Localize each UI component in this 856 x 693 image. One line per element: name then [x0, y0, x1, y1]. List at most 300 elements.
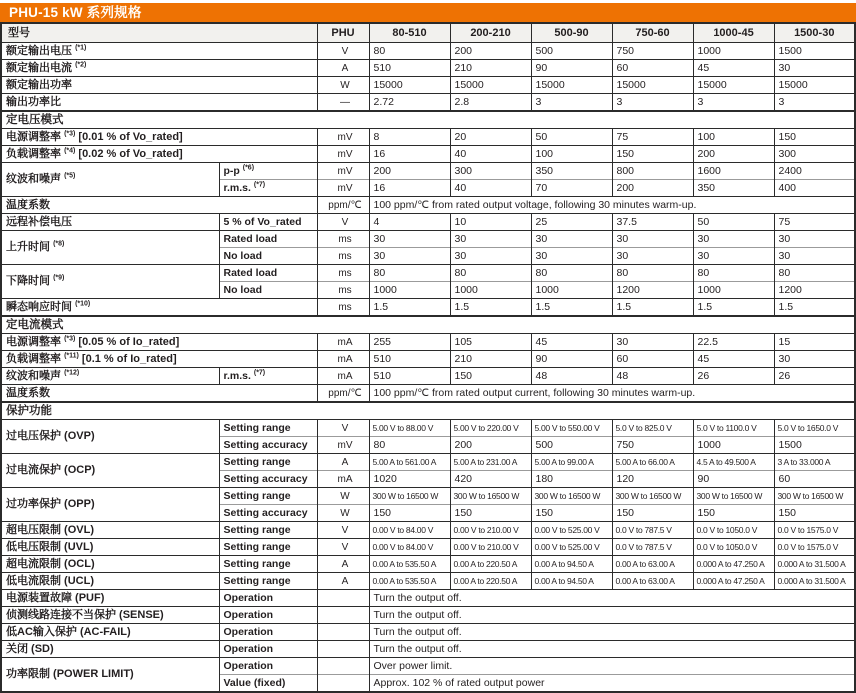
value-cell: 75: [774, 214, 855, 231]
row-label: 上升时间 $^{(*8)}$: [1, 231, 219, 265]
value-cell: 210: [450, 351, 531, 368]
spec-row: [1, 129, 855, 146]
unit-cell: V: [317, 539, 369, 556]
value-cell: 3: [774, 94, 855, 112]
spec-row: [1, 607, 855, 624]
value-cell: 45: [531, 334, 612, 351]
value-cell: 150: [450, 505, 531, 522]
value-cell: 750: [612, 43, 693, 60]
spec-row: [1, 488, 855, 505]
value-cell: 800: [612, 163, 693, 180]
row-sublabel: Setting range: [219, 556, 317, 573]
value-cell: 30: [693, 231, 774, 248]
value-cell-span: Turn the output off.: [369, 641, 855, 658]
column-header-model: 500-90: [531, 23, 612, 43]
value-cell: 500: [531, 437, 612, 454]
row-sublabel: No load: [219, 282, 317, 299]
value-cell: 1.5: [612, 299, 693, 317]
value-cell: 26: [693, 368, 774, 385]
spec-row: [1, 146, 855, 163]
value-cell: 40: [450, 146, 531, 163]
value-cell: 500: [531, 43, 612, 60]
unit-cell: ppm/℃: [317, 197, 369, 214]
spec-row: [1, 624, 855, 641]
value-cell: 30: [612, 231, 693, 248]
section-row: [1, 316, 855, 334]
spec-row: [1, 163, 855, 180]
unit-cell: V: [317, 522, 369, 539]
unit-cell: [317, 641, 369, 658]
value-cell: 150: [612, 505, 693, 522]
section-header: 定电流模式: [1, 316, 855, 334]
value-cell: 0.00 V to 210.00 V: [450, 539, 531, 556]
value-cell: 750: [612, 437, 693, 454]
page-title: PHU-15 kW 系列规格: [0, 3, 856, 22]
value-cell: 0.000 A to 31.500 A: [774, 573, 855, 590]
column-header-model: 200-210: [450, 23, 531, 43]
value-cell: 90: [531, 351, 612, 368]
value-cell: 16: [369, 146, 450, 163]
value-cell: 50: [531, 129, 612, 146]
value-cell: 1.5: [450, 299, 531, 317]
value-cell: 5.0 V to 825.0 V: [612, 420, 693, 437]
spec-row: [1, 60, 855, 77]
value-cell: 80: [693, 265, 774, 282]
value-cell: 150: [774, 129, 855, 146]
unit-cell: mA: [317, 351, 369, 368]
value-cell: 0.00 A to 535.50 A: [369, 573, 450, 590]
value-cell: 45: [693, 351, 774, 368]
section-row: [1, 402, 855, 420]
unit-cell: mV: [317, 437, 369, 454]
value-cell: 50: [693, 214, 774, 231]
unit-cell: mV: [317, 146, 369, 163]
value-cell: 200: [450, 437, 531, 454]
header-row: [1, 23, 855, 43]
value-cell: 4.5 A to 49.500 A: [693, 454, 774, 471]
value-cell: 80: [531, 265, 612, 282]
value-cell: 3: [531, 94, 612, 112]
row-label: 温度系数: [1, 385, 317, 403]
value-cell: 210: [450, 60, 531, 77]
value-cell-span: Turn the output off.: [369, 607, 855, 624]
value-cell: 200: [612, 180, 693, 197]
unit-cell: mV: [317, 129, 369, 146]
value-cell: 90: [693, 471, 774, 488]
row-label: 远程补偿电压: [1, 214, 219, 231]
value-cell: 0.0 V to 1050.0 V: [693, 522, 774, 539]
value-cell: 2.72: [369, 94, 450, 112]
row-sublabel: p-p $^{(*6)}$: [219, 163, 317, 180]
spec-row: [1, 43, 855, 60]
row-label: 侦测线路连接不当保护 (SENSE): [1, 607, 219, 624]
value-cell: 0.00 A to 220.50 A: [450, 573, 531, 590]
value-cell: 80: [450, 265, 531, 282]
section-header: 保护功能: [1, 402, 855, 420]
value-cell: 1000: [531, 282, 612, 299]
value-cell: 1500: [774, 43, 855, 60]
value-cell: 1000: [693, 43, 774, 60]
value-cell: 0.00 V to 525.00 V: [531, 539, 612, 556]
value-cell: 200: [450, 43, 531, 60]
unit-cell: A: [317, 556, 369, 573]
row-label: 超电压限制 (OVL): [1, 522, 219, 539]
value-cell: 5.00 V to 550.00 V: [531, 420, 612, 437]
value-cell: 80: [612, 265, 693, 282]
value-cell: 80: [369, 437, 450, 454]
value-cell: 10: [450, 214, 531, 231]
row-label: 额定输出电流 $^{(*2)}$: [1, 60, 317, 77]
value-cell: 60: [612, 351, 693, 368]
spec-row: [1, 658, 855, 675]
unit-cell: V: [317, 420, 369, 437]
value-cell: 48: [531, 368, 612, 385]
value-cell: 150: [693, 505, 774, 522]
value-cell: 22.5: [693, 334, 774, 351]
value-cell: 30: [369, 248, 450, 265]
unit-cell: [317, 658, 369, 675]
spec-row: [1, 573, 855, 590]
row-sublabel: Setting range: [219, 539, 317, 556]
spec-row: [1, 351, 855, 368]
spec-table-head: [1, 23, 855, 43]
value-cell: 255: [369, 334, 450, 351]
spec-row: [1, 299, 855, 317]
row-label: 超电流限制 (OCL): [1, 556, 219, 573]
value-cell: 300: [450, 163, 531, 180]
value-cell: 30: [774, 231, 855, 248]
unit-cell: [317, 607, 369, 624]
section-header: 定电压模式: [1, 111, 855, 129]
value-cell: 80: [774, 265, 855, 282]
value-cell: 0.00 A to 63.00 A: [612, 556, 693, 573]
spec-row: [1, 641, 855, 658]
value-cell: 0.000 A to 31.500 A: [774, 556, 855, 573]
value-cell: 510: [369, 60, 450, 77]
value-cell: 300 W to 16500 W: [693, 488, 774, 505]
value-cell: 300 W to 16500 W: [774, 488, 855, 505]
value-cell: 45: [693, 60, 774, 77]
value-cell: 25: [531, 214, 612, 231]
unit-cell: ppm/℃: [317, 385, 369, 403]
value-cell: 0.00 A to 63.00 A: [612, 573, 693, 590]
value-cell: 5.00 A to 231.00 A: [450, 454, 531, 471]
value-cell: 16: [369, 180, 450, 197]
spec-row: [1, 539, 855, 556]
value-cell: 1500: [774, 437, 855, 454]
unit-cell: [317, 590, 369, 607]
column-header-model: 750-60: [612, 23, 693, 43]
value-cell: 0.00 A to 535.50 A: [369, 556, 450, 573]
value-cell: 120: [612, 471, 693, 488]
value-cell: 26: [774, 368, 855, 385]
unit-cell: ms: [317, 248, 369, 265]
value-cell: 0.000 A to 47.250 A: [693, 573, 774, 590]
unit-cell: [317, 675, 369, 693]
spec-row: [1, 522, 855, 539]
row-label: 额定输出功率: [1, 77, 317, 94]
row-sublabel: Setting accuracy: [219, 471, 317, 488]
row-label: 关闭 (SD): [1, 641, 219, 658]
value-cell: 30: [612, 248, 693, 265]
value-cell: 0.00 V to 84.00 V: [369, 539, 450, 556]
value-cell: 1.5: [693, 299, 774, 317]
value-cell: 0.00 A to 94.50 A: [531, 573, 612, 590]
unit-cell: V: [317, 43, 369, 60]
spec-row: [1, 214, 855, 231]
row-sublabel: No load: [219, 248, 317, 265]
row-sublabel: r.m.s. $^{(*7)}$: [219, 180, 317, 197]
value-cell: 5.00 A to 561.00 A: [369, 454, 450, 471]
value-cell: 5.00 V to 88.00 V: [369, 420, 450, 437]
value-cell: 2400: [774, 163, 855, 180]
unit-cell: A: [317, 573, 369, 590]
row-sublabel: Setting range: [219, 420, 317, 437]
value-cell: 300 W to 16500 W: [531, 488, 612, 505]
value-cell: 1200: [612, 282, 693, 299]
value-cell: 30: [774, 248, 855, 265]
row-label: 输出功率比: [1, 94, 317, 112]
value-cell: 30: [531, 248, 612, 265]
value-cell-span: Over power limit.: [369, 658, 855, 675]
value-cell: 100: [693, 129, 774, 146]
value-cell: 0.00 V to 525.00 V: [531, 522, 612, 539]
spec-row: [1, 556, 855, 573]
row-sublabel: Setting range: [219, 488, 317, 505]
spec-row: [1, 231, 855, 248]
value-cell: 30: [612, 334, 693, 351]
value-cell: 350: [693, 180, 774, 197]
unit-cell: mV: [317, 163, 369, 180]
spec-row: [1, 368, 855, 385]
value-cell: 0.00 A to 220.50 A: [450, 556, 531, 573]
row-label: 功率限制 (POWER LIMIT): [1, 658, 219, 693]
spec-row: [1, 454, 855, 471]
row-sublabel: Rated load: [219, 231, 317, 248]
value-cell: 5.00 V to 220.00 V: [450, 420, 531, 437]
row-sublabel: Setting accuracy: [219, 505, 317, 522]
row-sublabel: Value (fixed): [219, 675, 317, 693]
unit-cell: ms: [317, 299, 369, 317]
column-header-model: 80-510: [369, 23, 450, 43]
value-cell: 1000: [693, 282, 774, 299]
row-label: 温度系数: [1, 197, 317, 214]
row-label: 低AC输入保护 (AC-FAIL): [1, 624, 219, 641]
value-cell: 300 W to 16500 W: [612, 488, 693, 505]
row-sublabel: Operation: [219, 607, 317, 624]
value-cell: 420: [450, 471, 531, 488]
value-cell-span: 100 ppm/℃ from rated output voltage, following 30 minutes warm-up.: [369, 197, 855, 214]
value-cell: 40: [450, 180, 531, 197]
column-header-model: 1500-30: [774, 23, 855, 43]
row-label: 电源调整率 $^{(*3)}$ [0.05 % of Io_rated]: [1, 334, 317, 351]
value-cell: 0.0 V to 1575.0 V: [774, 522, 855, 539]
row-label: 下降时间 $^{(*9)}$: [1, 265, 219, 299]
row-label: 电源装置故障 (PUF): [1, 590, 219, 607]
row-sublabel: Operation: [219, 590, 317, 607]
row-sublabel: Operation: [219, 641, 317, 658]
value-cell: 1000: [369, 282, 450, 299]
value-cell: 15000: [612, 77, 693, 94]
value-cell: 0.0 V to 787.5 V: [612, 522, 693, 539]
spec-table-body: [1, 43, 855, 693]
spec-row: [1, 385, 855, 403]
value-cell: 1.5: [774, 299, 855, 317]
value-cell: 400: [774, 180, 855, 197]
value-cell: 8: [369, 129, 450, 146]
value-cell: 1.5: [369, 299, 450, 317]
value-cell-span: Turn the output off.: [369, 590, 855, 607]
row-label: 电源调整率 $^{(*3)}$ [0.01 % of Vo_rated]: [1, 129, 317, 146]
value-cell: 2.8: [450, 94, 531, 112]
value-cell: 30: [369, 231, 450, 248]
value-cell: 1200: [774, 282, 855, 299]
value-cell: 60: [612, 60, 693, 77]
unit-cell: ms: [317, 231, 369, 248]
value-cell: 15000: [693, 77, 774, 94]
value-cell: 5.0 V to 1100.0 V: [693, 420, 774, 437]
value-cell: 80: [369, 265, 450, 282]
spec-row: [1, 334, 855, 351]
unit-cell: mV: [317, 180, 369, 197]
unit-cell: mA: [317, 334, 369, 351]
row-sublabel: Rated load: [219, 265, 317, 282]
value-cell: 80: [369, 43, 450, 60]
value-cell-span: 100 ppm/℃ from rated output current, following 30 minutes warm-up.: [369, 385, 855, 403]
value-cell: 0.0 V to 787.5 V: [612, 539, 693, 556]
value-cell: 15: [774, 334, 855, 351]
spec-row: [1, 94, 855, 112]
value-cell: 0.0 V to 1575.0 V: [774, 539, 855, 556]
row-label: 负载调整率 $^{(*11)}$ [0.1 % of Io_rated]: [1, 351, 317, 368]
unit-cell: ms: [317, 265, 369, 282]
row-label: 瞬态响应时间 $^{(*10)}$: [1, 299, 317, 317]
value-cell: 70: [531, 180, 612, 197]
row-sublabel: Operation: [219, 624, 317, 641]
row-label: 过电压保护 (OVP): [1, 420, 219, 454]
value-cell: 30: [450, 231, 531, 248]
row-sublabel: r.m.s. $^{(*7)}$: [219, 368, 317, 385]
row-label: 纹波和噪声 $^{(*5)}$: [1, 163, 219, 197]
row-label: 纹波和噪声 $^{(*12)}$: [1, 368, 219, 385]
row-label: 额定输出电压 $^{(*1)}$: [1, 43, 317, 60]
spec-row: [1, 265, 855, 282]
unit-cell: [317, 624, 369, 641]
value-cell: 3: [693, 94, 774, 112]
row-sublabel: 5 % of Vo_rated: [219, 214, 317, 231]
value-cell: 150: [612, 146, 693, 163]
value-cell: 1600: [693, 163, 774, 180]
value-cell: 30: [531, 231, 612, 248]
row-label: 过功率保护 (OPP): [1, 488, 219, 522]
row-label: 负载调整率 $^{(*4)}$ [0.02 % of Vo_rated]: [1, 146, 317, 163]
value-cell: 30: [450, 248, 531, 265]
unit-cell: mA: [317, 368, 369, 385]
value-cell: 150: [774, 505, 855, 522]
spec-row: [1, 77, 855, 94]
value-cell: 15000: [369, 77, 450, 94]
section-row: [1, 111, 855, 129]
value-cell: 20: [450, 129, 531, 146]
unit-cell: A: [317, 454, 369, 471]
value-cell: 15000: [450, 77, 531, 94]
value-cell: 90: [531, 60, 612, 77]
value-cell: 75: [612, 129, 693, 146]
value-cell: 180: [531, 471, 612, 488]
value-cell: 0.00 V to 84.00 V: [369, 522, 450, 539]
value-cell-span: Approx. 102 % of rated output power: [369, 675, 855, 693]
value-cell: 105: [450, 334, 531, 351]
value-cell: 350: [531, 163, 612, 180]
value-cell: 0.00 A to 94.50 A: [531, 556, 612, 573]
value-cell: 200: [693, 146, 774, 163]
value-cell: 30: [693, 248, 774, 265]
value-cell: 48: [612, 368, 693, 385]
spec-row: [1, 420, 855, 437]
row-sublabel: Setting range: [219, 454, 317, 471]
column-header-brand: PHU: [317, 23, 369, 43]
unit-cell: —: [317, 94, 369, 112]
value-cell: 1.5: [531, 299, 612, 317]
column-header-model: 1000-45: [693, 23, 774, 43]
value-cell: 0.000 A to 47.250 A: [693, 556, 774, 573]
unit-cell: W: [317, 77, 369, 94]
value-cell: 5.00 A to 99.00 A: [531, 454, 612, 471]
value-cell: 37.5: [612, 214, 693, 231]
value-cell: 1020: [369, 471, 450, 488]
value-cell: 5.0 V to 1650.0 V: [774, 420, 855, 437]
value-cell: 5.00 A to 66.00 A: [612, 454, 693, 471]
value-cell: 30: [774, 60, 855, 77]
column-header-model-label: 型号: [1, 23, 317, 43]
value-cell-span: Turn the output off.: [369, 624, 855, 641]
value-cell: 150: [369, 505, 450, 522]
value-cell: 15000: [531, 77, 612, 94]
row-label: 过电流保护 (OCP): [1, 454, 219, 488]
unit-cell: mA: [317, 471, 369, 488]
value-cell: 150: [450, 368, 531, 385]
value-cell: 60: [774, 471, 855, 488]
value-cell: 4: [369, 214, 450, 231]
row-sublabel: Setting range: [219, 573, 317, 590]
value-cell: 0.00 V to 210.00 V: [450, 522, 531, 539]
value-cell: 1000: [450, 282, 531, 299]
unit-cell: W: [317, 488, 369, 505]
unit-cell: ms: [317, 282, 369, 299]
row-label: 低电流限制 (UCL): [1, 573, 219, 590]
row-sublabel: Operation: [219, 658, 317, 675]
value-cell: 100: [531, 146, 612, 163]
value-cell: 510: [369, 351, 450, 368]
value-cell: 300 W to 16500 W: [369, 488, 450, 505]
spec-row: [1, 590, 855, 607]
row-label: 低电压限制 (UVL): [1, 539, 219, 556]
value-cell: 300 W to 16500 W: [450, 488, 531, 505]
value-cell: 3: [612, 94, 693, 112]
value-cell: 1000: [693, 437, 774, 454]
row-sublabel: Setting range: [219, 522, 317, 539]
value-cell: 0.0 V to 1050.0 V: [693, 539, 774, 556]
row-sublabel: Setting accuracy: [219, 437, 317, 454]
value-cell: 3 A to 33.000 A: [774, 454, 855, 471]
value-cell: 30: [774, 351, 855, 368]
value-cell: 150: [531, 505, 612, 522]
unit-cell: W: [317, 505, 369, 522]
spec-row: [1, 197, 855, 214]
unit-cell: V: [317, 214, 369, 231]
value-cell: 300: [774, 146, 855, 163]
unit-cell: A: [317, 60, 369, 77]
